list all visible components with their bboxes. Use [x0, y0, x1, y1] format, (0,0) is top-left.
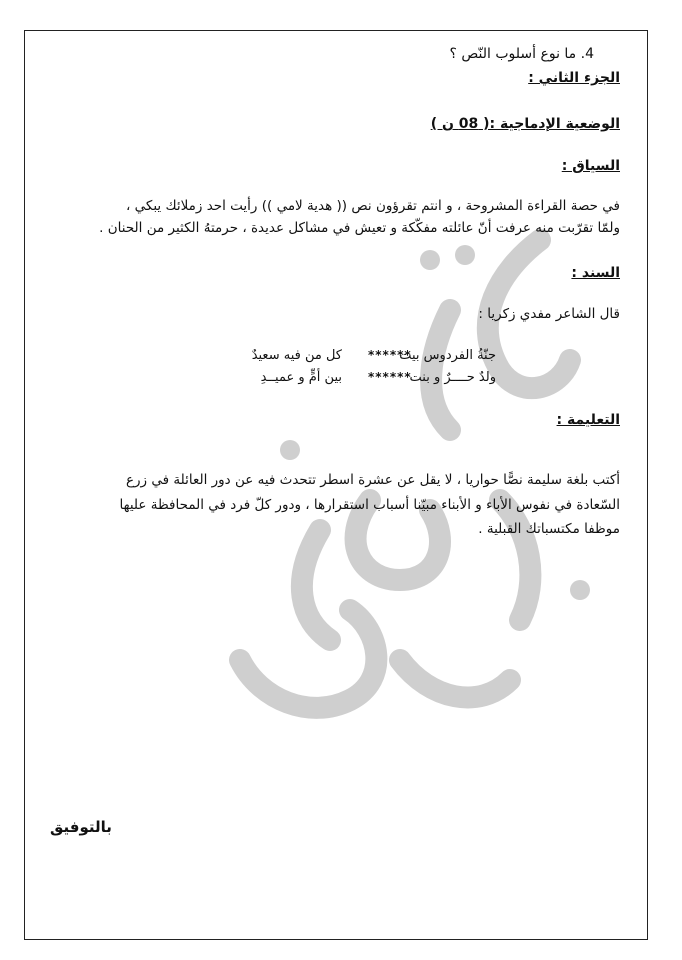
verse-1-left: كل من فيه سعيدٌ: [251, 348, 342, 363]
verse-2-left: بين أمٍّ و عميــدِ: [260, 370, 342, 385]
context-line-2: ولمّا تقرّبت منه عرفت أنّ عائلته مفكّكة و تعيش في مشاكل عديدة ، حرمتهُ الكثير من الحنان .: [99, 220, 620, 236]
question-4: 4. ما نوع أسلوب النّص ؟: [449, 46, 594, 62]
verse-2-separator: ******: [368, 370, 412, 384]
verse-2-right: ولدٌ حــــرٌ و بنت: [409, 370, 496, 385]
verse-1-separator: ******: [368, 348, 412, 362]
instruction-line-1: أكتب بلغة سليمة نصًّا حواريا ، لا يقل عن عشرة اسطر تتحدث فيه عن دور العائلة في زرع: [125, 472, 620, 488]
verse-1-right: جنّةُ الفردوس بيت: [399, 348, 496, 363]
context-heading: السياق :: [561, 158, 620, 174]
poet-intro: قال الشاعر مفدي زكريا :: [478, 306, 620, 322]
situation-heading: الوضعية الإدماجية :( 08 ن ): [430, 116, 620, 132]
instruction-heading: التعليمة :: [556, 412, 620, 428]
part-two-heading: الجزء الثاني :: [528, 70, 620, 86]
context-line-1: في حصة القراءة المشروحة ، و انتم تقرؤون نص (( هدية لامي )) رأيت احد زملائك يبكي ،: [125, 198, 620, 214]
support-heading: السند :: [571, 265, 620, 281]
closing-good-luck: بالتوفيق: [50, 818, 112, 836]
instruction-line-2: السّعادة في نفوس الأباء و الأبناء مبيّنا أسباب استقرارها ، ودور كلّ فرد في المحافظة عليها: [119, 497, 620, 513]
instruction-line-3: موظفا مكتسباتك القبلية .: [478, 521, 620, 537]
